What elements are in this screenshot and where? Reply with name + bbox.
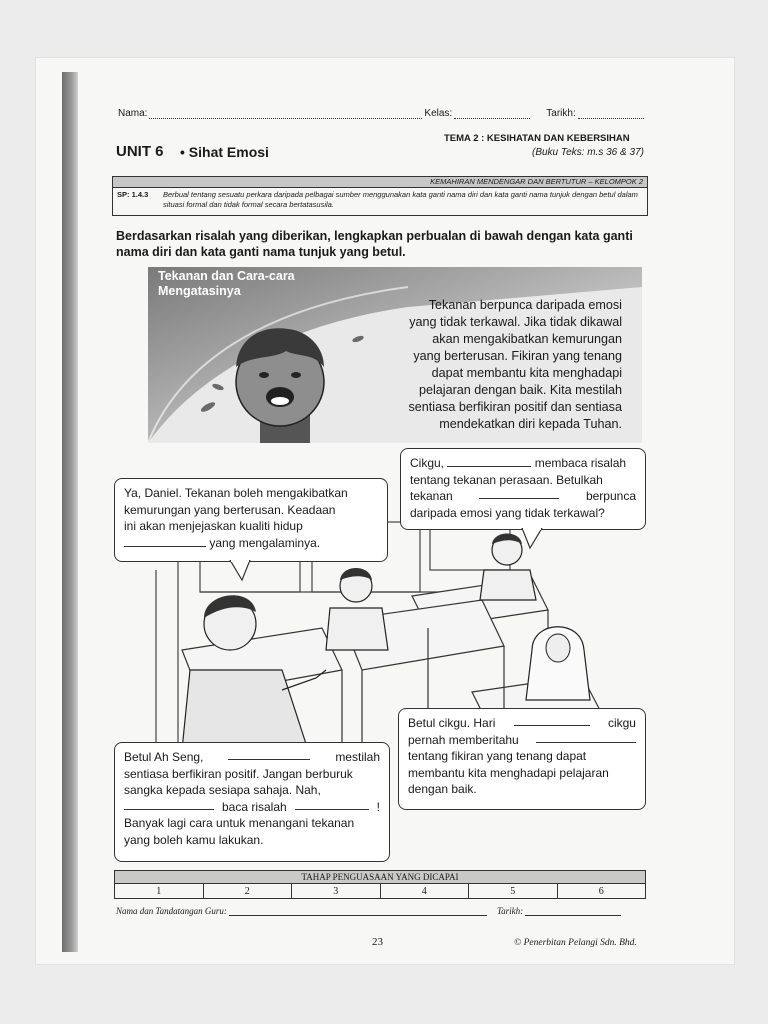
nama-field[interactable] [149, 110, 422, 119]
skill-box-title: KEMAHIRAN MENDENGAR DAN BERTUTUR – KELOMPOK 2 [113, 177, 647, 188]
level-2[interactable]: 2 [203, 884, 292, 899]
pamphlet-title: Tekanan dan Cara-cara Mengatasinya [158, 269, 295, 298]
blank-5[interactable] [536, 732, 636, 743]
tema-label: TEMA 2 : KESIHATAN DAN KEBERSIHAN [444, 133, 630, 144]
level-5[interactable]: 5 [469, 884, 558, 899]
speech-bubble-teacher-2: Betul Ah Seng, mestilah sentiasa berfikiran positif. Jangan berburuk sangka kepada sesiapa sahaja. Nah, baca risalah ! Banyak lagi cara untuk menangani tekanan yang boleh kamu lakukan. [114, 742, 390, 862]
page-binding-shadow [62, 72, 78, 952]
kelas-label: Kelas: [424, 108, 453, 119]
nama-label: Nama: [118, 108, 148, 119]
page-number: 23 [372, 936, 383, 948]
blank-6[interactable] [228, 749, 310, 760]
level-4[interactable]: 4 [380, 884, 469, 899]
speech-bubble-daniel: Cikgu, membaca risalah tentang tekanan perasaan. Betulkah tekanan berpunca daripada emosi yang tidak terkawal? [400, 448, 646, 530]
student-boy-center-icon [326, 568, 388, 650]
guru-signature-field[interactable] [229, 907, 487, 916]
sp-code: SP: 1.4.3 [117, 190, 149, 199]
blank-2[interactable] [479, 488, 559, 499]
bubble-tail-teacher-1 [228, 560, 258, 582]
level-3[interactable]: 3 [292, 884, 381, 899]
level-6[interactable]: 6 [557, 884, 646, 899]
blank-3[interactable] [124, 536, 206, 547]
student-girl-icon [526, 627, 590, 700]
kelas-field[interactable] [454, 110, 530, 119]
unit-title: • Sihat Emosi [180, 144, 269, 160]
blank-7[interactable] [124, 799, 214, 810]
tarikh-field[interactable] [578, 110, 644, 119]
blank-8[interactable] [295, 799, 369, 810]
publisher-credit: © Penerbitan Pelangi Sdn. Bhd. [514, 938, 637, 948]
speech-bubble-ah-seng: Betul cikgu. Hari cikgu pernah memberitahu tentang fikiran yang tenang dapat membantu kita menghadapi pelajaran dengan baik. [398, 708, 646, 810]
mastery-title: TAHAP PENGUASAAN YANG DICAPAI [114, 870, 646, 883]
mastery-level-table [114, 870, 646, 899]
student-info-row [118, 108, 646, 119]
skill-box [112, 176, 648, 216]
footer-tarikh-field[interactable] [525, 907, 621, 916]
speech-bubble-teacher-1: Ya, Daniel. Tekanan boleh mengakibatkan kemurungan yang berterusan. Keadaan ini akan menjejaskan kualiti hidup yang mengalaminya. [114, 478, 388, 562]
level-1[interactable]: 1 [115, 884, 204, 899]
bubble-tail-daniel [520, 528, 550, 550]
sp-text: Berbual tentang sesuatu perkara daripada pelbagai sumber menggunakan kata ganti nama diri dan kata ganti nama tunjuk dengan betul dalam situasi formal dan tidak formal secara bertatasusila. [163, 190, 638, 209]
teacher-sign-row [116, 906, 646, 916]
footer-tarikh-label: Tarikh: [496, 906, 524, 916]
textbook-ref: (Buku Teks: m.s 36 & 37) [532, 147, 644, 158]
guru-label: Nama dan Tandatangan Guru: [116, 906, 227, 916]
blank-1[interactable] [447, 456, 531, 467]
unit-number: UNIT 6 [116, 143, 164, 160]
tarikh-label: Tarikh: [546, 108, 576, 119]
pamphlet-text: Tekanan berpunca daripada emosi yang tidak terkawal. Jika tidak dikawal akan mengakibatkan kemurungan yang berterusan. Fikiran yang tenang dapat membantu kita menghadapi pelajaran dengan baik. Kita mestilah sentiasa berfikiran positif dan sentiasa mendekatkan diri kepada Tuhan. [408, 298, 622, 431]
pamphlet-panel [148, 267, 642, 443]
blank-4[interactable] [514, 715, 590, 726]
instruction-text: Berdasarkan risalah yang diberikan, lengkapkan perbualan di bawah dengan kata ganti nama diri dan kata ganti nama tunjuk yang betul. [116, 229, 633, 259]
